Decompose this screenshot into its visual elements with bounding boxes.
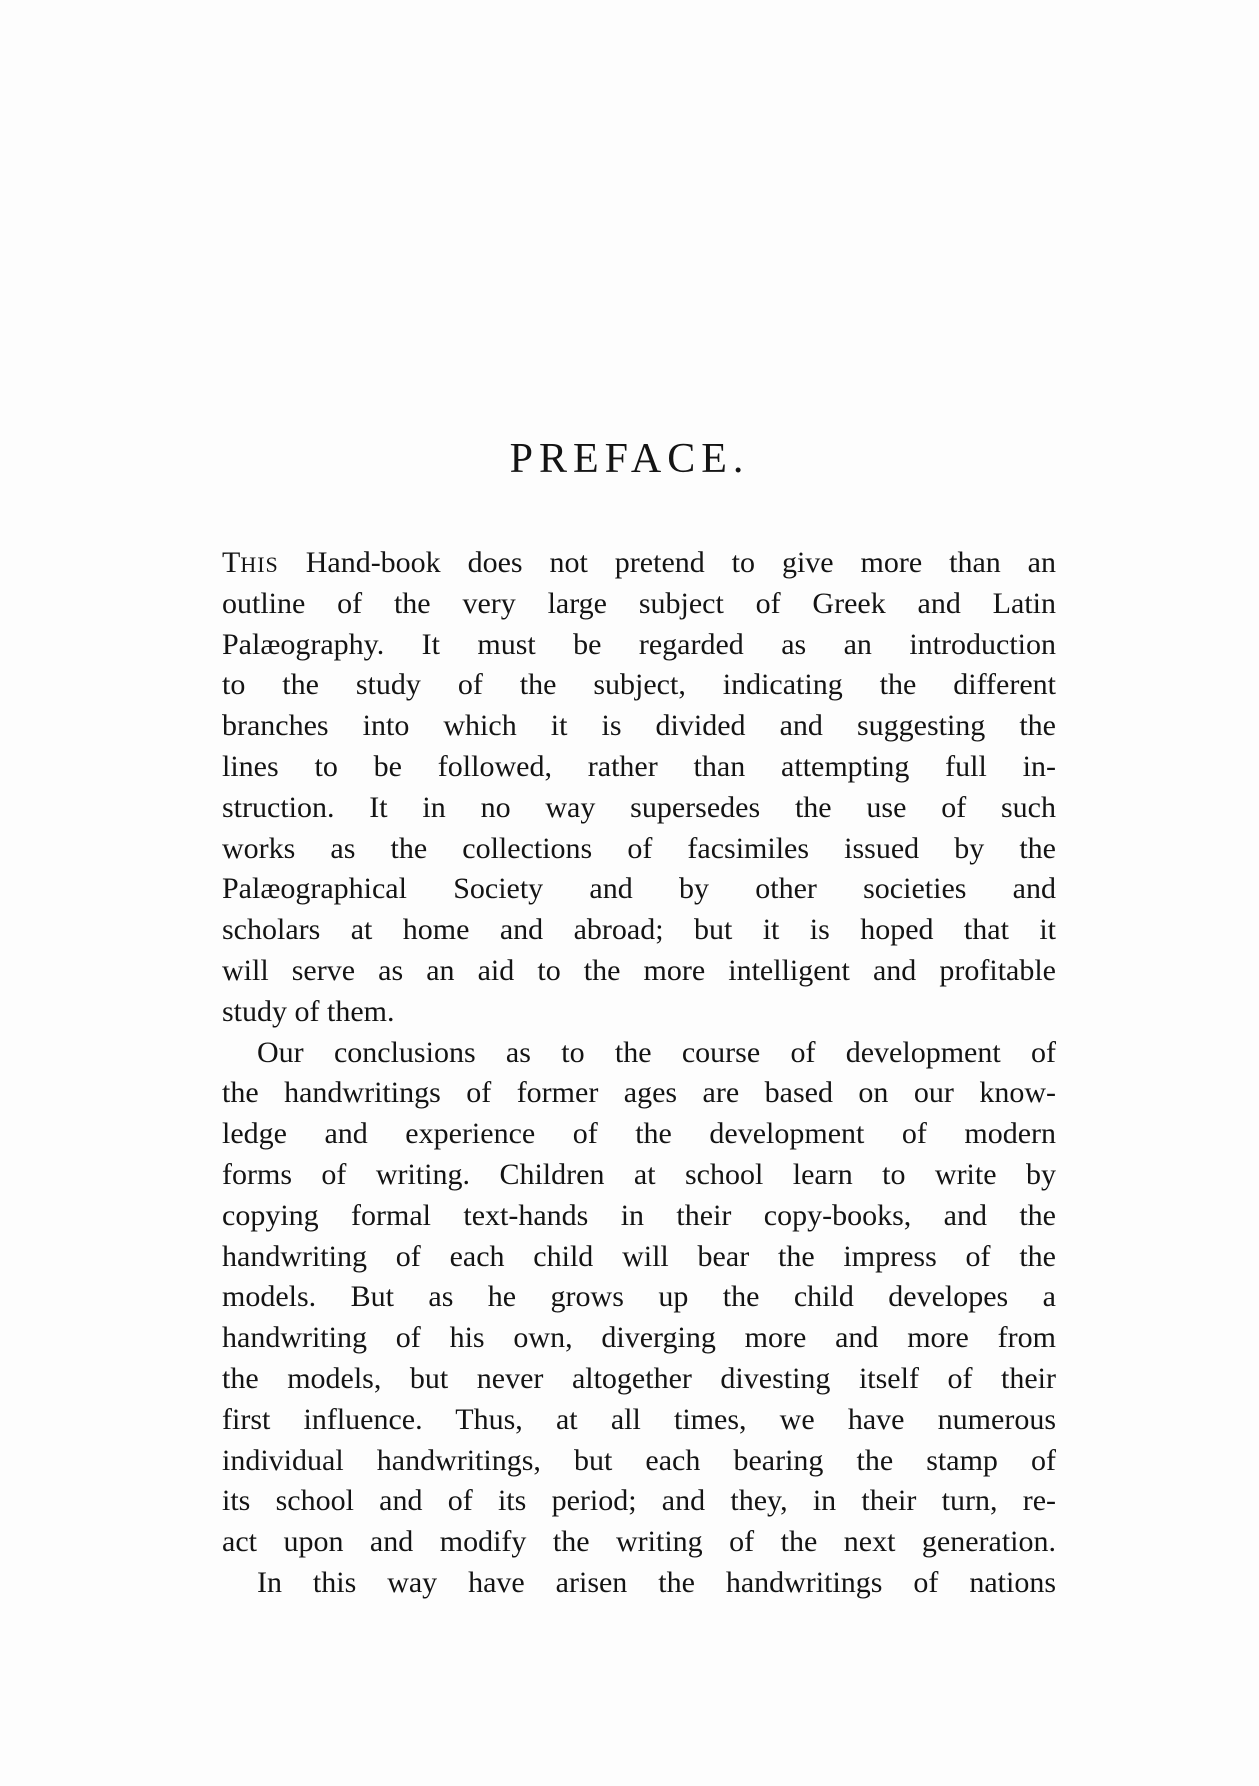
text-line: study of them. [222, 994, 395, 1028]
text-line: its school and of its period; and they, in their turn, re- [222, 1484, 1056, 1518]
text-line: handwriting of each child will bear the impress of the [222, 1239, 1056, 1273]
text-line: Palæography. It must be regarded as an introduction [222, 627, 1056, 661]
text-line: Palæographical Society and by other societies and [222, 872, 1056, 906]
text-line: In this way have arisen the handwritings of nations [257, 1565, 1056, 1599]
text-line: to the study of the subject, indicating the different [222, 668, 1056, 702]
text-line: works as the collections of facsimiles issued by the [222, 831, 1056, 865]
text-line: forms of writing. Children at school learn to write by [222, 1157, 1056, 1191]
text-line [222, 543, 1056, 584]
text-line: handwriting of his own, diverging more and more from [222, 1321, 1056, 1355]
text-line: outline of the very large subject of Greek and Latin [222, 586, 1056, 620]
text-line: Our conclusions as to the course of development of [257, 1035, 1056, 1069]
text-line: individual handwritings, but each bearing the stamp of [222, 1443, 1056, 1477]
text-line: branches into which it is divided and suggesting the [222, 709, 1056, 743]
small-caps-word: HIS [240, 552, 279, 577]
text-line: first influence. Thus, at all times, we have numerous [222, 1402, 1056, 1436]
text-line: models. But as he grows up the child developes a [222, 1280, 1056, 1314]
text-line: act upon and modify the writing of the next generation. [222, 1525, 1056, 1559]
text-line: struction. It in no way supersedes the use of such [222, 790, 1056, 824]
small-caps-initial: T [222, 546, 241, 579]
text-line: will serve as an aid to the more intelligent and profitable [222, 953, 1056, 987]
text-line: scholars at home and abroad; but it is hoped that it [222, 913, 1056, 947]
text-line-content: Hand-book does not pretend to give more than an [278, 546, 1056, 579]
text-line: the handwritings of former ages are based on our know- [222, 1076, 1056, 1110]
text-line: lines to be followed, rather than attempting full in- [222, 749, 1056, 783]
preface-body [222, 543, 1056, 1604]
text-line: the models, but never altogether divesting itself of their [222, 1361, 1056, 1395]
text-line: copying formal text-hands in their copy-books, and the [222, 1198, 1056, 1232]
text-line: ledge and experience of the development of modern [222, 1117, 1056, 1151]
page-title: PREFACE. [509, 436, 750, 482]
